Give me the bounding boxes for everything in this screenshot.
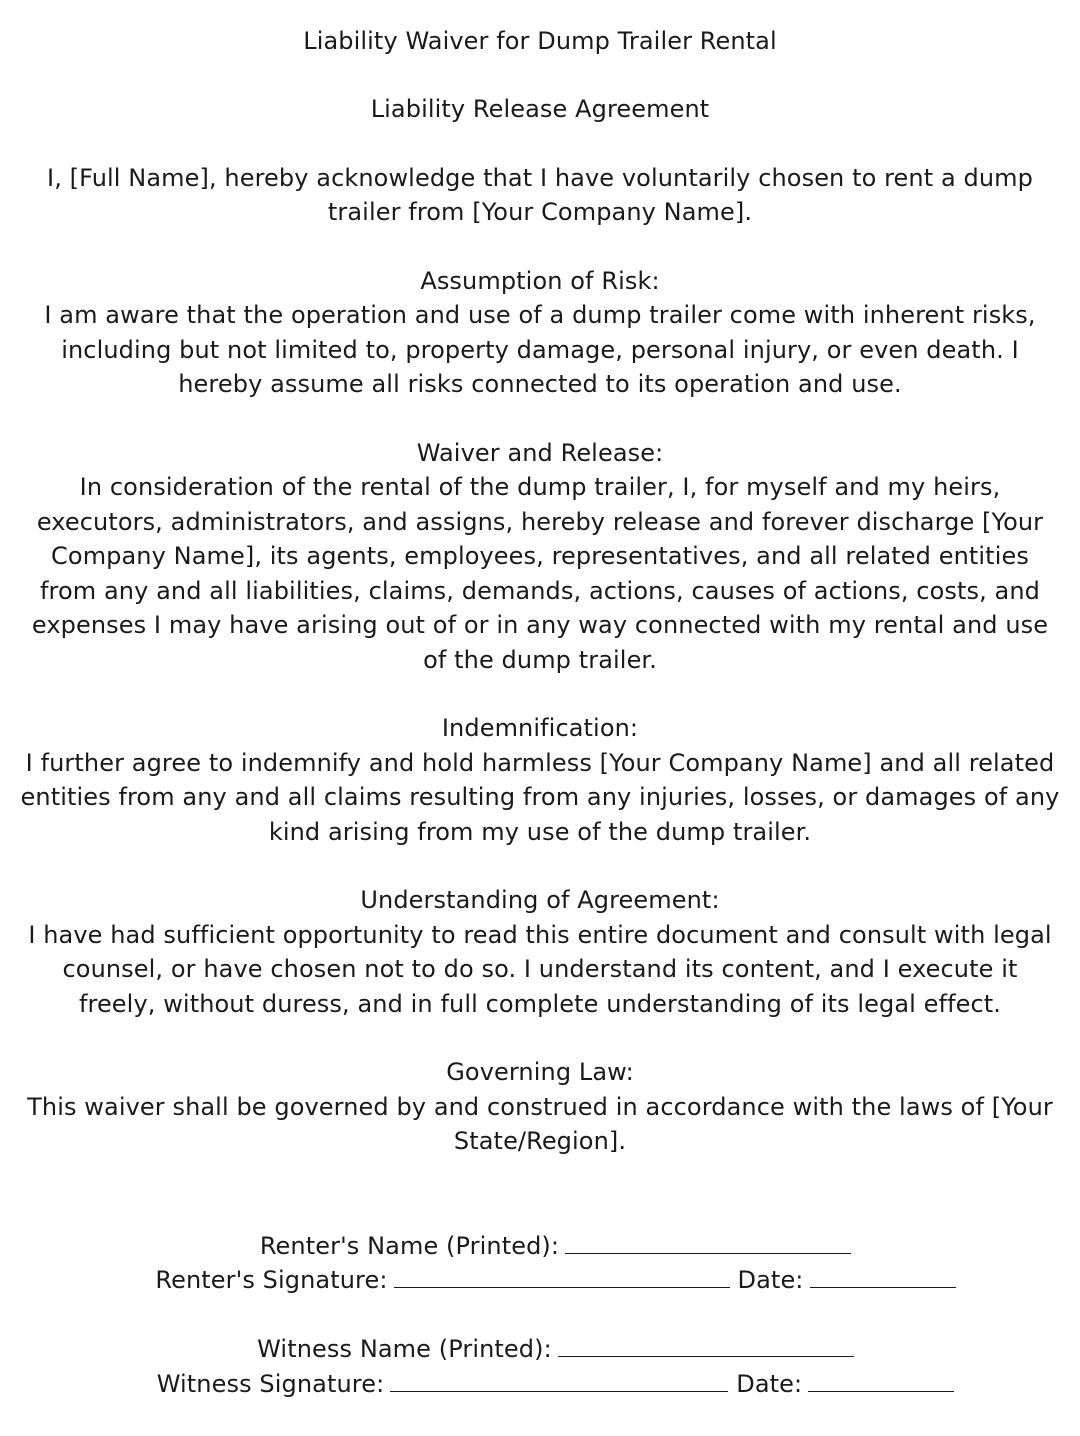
witness-date-label: Date: bbox=[736, 1370, 803, 1399]
witness-signature-row bbox=[0, 1331, 1080, 1436]
section-line: I have had sufficient opportunity to read this entire document and consult with legal bbox=[28, 921, 1052, 949]
section-line: counsel, or have chosen not to do so. I understand its content, and I execute it bbox=[62, 955, 1018, 983]
section-line: In consideration of the rental of the dump trailer, I, for myself and my heirs, bbox=[79, 473, 1001, 501]
section-line: I further agree to indemnify and hold harmless [Your Company Name] and all related bbox=[25, 749, 1055, 777]
section-line: kind arising from my use of the dump trailer. bbox=[268, 818, 812, 846]
section-line: freely, without duress, and in full complete understanding of its legal effect. bbox=[78, 990, 1002, 1018]
section-line: hereby assume all risks connected to its operation and use. bbox=[178, 370, 902, 398]
section-line: State/Region]. bbox=[453, 1127, 627, 1155]
witness-name-label: Witness Name (Printed): bbox=[257, 1335, 552, 1364]
section-line: including but not limited to, property damage, personal injury, or even death. I bbox=[61, 336, 1019, 364]
document-subtitle: Liability Release Agreement bbox=[370, 95, 710, 123]
renter-date-label: Date: bbox=[737, 1266, 804, 1295]
section-line: I am aware that the operation and use of a dump trailer come with inherent risks, bbox=[44, 301, 1036, 329]
witness-date-field[interactable] bbox=[808, 1365, 954, 1392]
witness-signature-field[interactable] bbox=[390, 1365, 728, 1392]
section-heading-indemnification: Indemnification: bbox=[441, 714, 639, 742]
section-heading-understanding-of-agreement: Understanding of Agreement: bbox=[360, 886, 720, 914]
renter-signature-label: Renter's Signature: bbox=[155, 1266, 388, 1295]
section-line: executors, administrators, and assigns, hereby release and forever discharge [Your bbox=[36, 508, 1044, 536]
section-heading-governing-law: Governing Law: bbox=[446, 1058, 634, 1086]
section-line: from any and all liabilities, claims, demands, actions, causes of actions, costs, and bbox=[40, 577, 1040, 605]
section-heading-waiver-and-release: Waiver and Release: bbox=[416, 439, 664, 467]
section-line: of the dump trailer. bbox=[423, 646, 657, 674]
intro-line: I, [Full Name], hereby acknowledge that I have voluntarily chosen to rent a dump bbox=[47, 164, 1033, 192]
renter-signature-field[interactable] bbox=[394, 1261, 730, 1288]
section-line: entities from any and all claims resulting from any injuries, losses, or damages of any bbox=[20, 783, 1060, 811]
renter-date-field[interactable] bbox=[810, 1261, 956, 1288]
intro-line: trailer from [Your Company Name]. bbox=[327, 198, 753, 226]
section-line: Company Name], its agents, employees, representatives, and all related entities bbox=[51, 542, 1029, 570]
renter-name-label: Renter's Name (Printed): bbox=[259, 1232, 560, 1261]
section-line: This waiver shall be governed by and construed in accordance with the laws of [Your bbox=[27, 1093, 1053, 1121]
section-heading-assumption-of-risk: Assumption of Risk: bbox=[420, 267, 660, 295]
section-line: expenses I may have arising out of or in any way connected with my rental and use bbox=[31, 611, 1049, 639]
witness-signature-label: Witness Signature: bbox=[156, 1370, 385, 1399]
document-title: Liability Waiver for Dump Trailer Rental bbox=[303, 27, 777, 55]
